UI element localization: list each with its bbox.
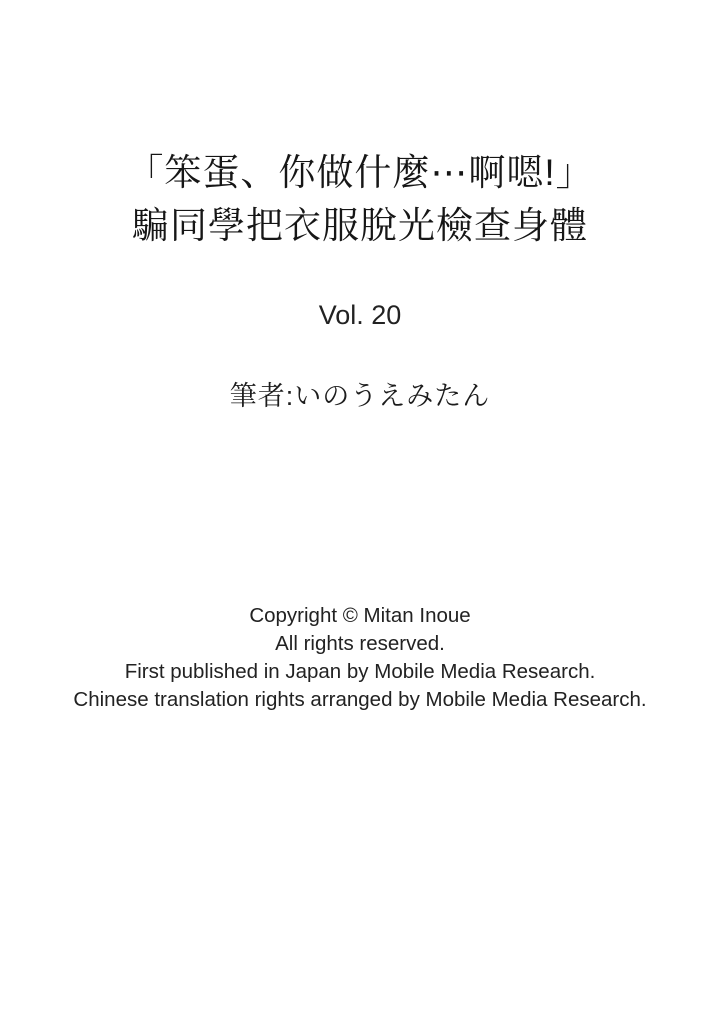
page-title <box>0 146 720 252</box>
page-title-line-2: 騙同學把衣服脫光檢查身體 <box>132 205 588 246</box>
translation-rights-line: Chinese translation rights arranged by Mobile Media Research. <box>73 688 647 711</box>
page-title-line-1: 「笨蛋、你做什麼⋯啊嗯!」 <box>126 152 594 193</box>
copyright-block <box>0 602 720 714</box>
rights-reserved-line: All rights reserved. <box>275 632 445 655</box>
author-line: 筆者:いのうえみたん <box>229 381 491 411</box>
volume-label: Vol. 20 <box>318 300 402 330</box>
copyright-line: Copyright © Mitan Inoue <box>249 604 471 627</box>
first-published-line: First published in Japan by Mobile Media Research. <box>124 660 596 683</box>
